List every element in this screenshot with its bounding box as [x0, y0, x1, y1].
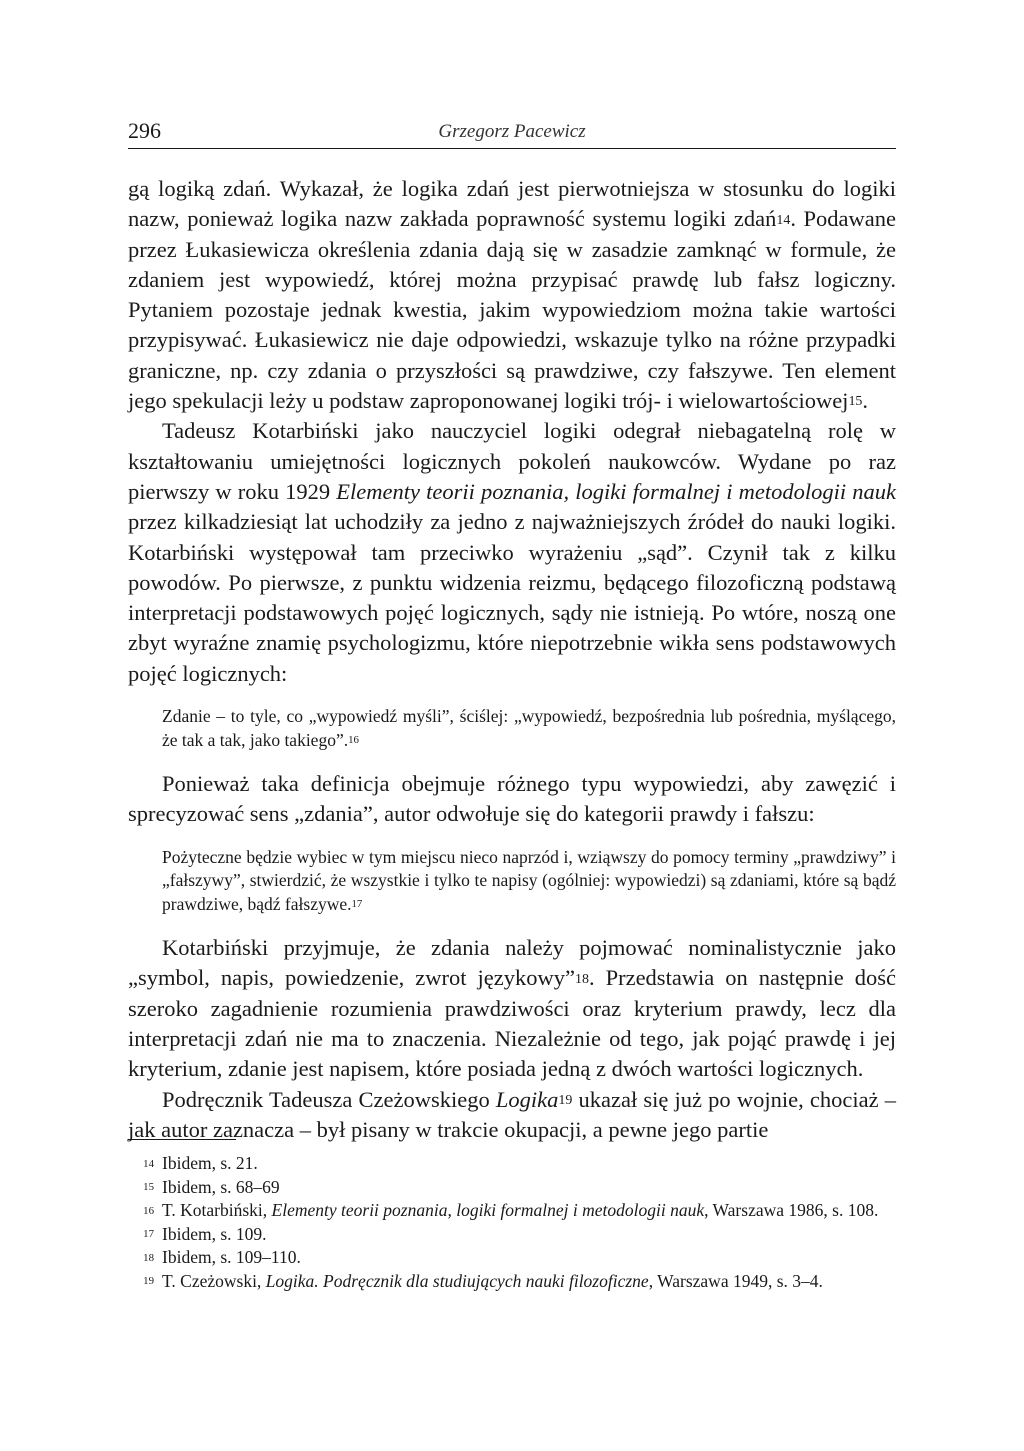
quote-text: Pożyteczne będzie wybiec w tym miejscu nieco naprzód i, wziąwszy do pomocy terminy „prawdziwy” i „fałszywy”, stwierdzić, że wszystkie i tylko te napisy (ogólniej: wypowiedzi) są zdaniami, które są bądź prawdziwe, bądź fałszywe. — [162, 846, 896, 914]
footnote-number: 15 — [143, 1181, 154, 1194]
footnote-number: 14 — [143, 1157, 154, 1170]
quote-text: Zdanie – to tyle, co „wypowiedź myśli”, ściślej: „wypowiedź, bezpośrednia lub pośrednia, myślącego, że tak a tak, jako takiego”. — [162, 706, 896, 750]
footnote-17 — [128, 1223, 896, 1247]
page-header — [128, 118, 896, 149]
footnote-number: 16 — [143, 1204, 154, 1217]
block-quote-1 — [162, 705, 896, 752]
footnote-text: T. Kotarbiński, — [162, 1200, 272, 1220]
footnote-ref-17: 17 — [351, 898, 363, 911]
footnote-14 — [128, 1152, 896, 1176]
footnote-book-title: Elementy teorii poznania, logiki formalnej i metodologii nauk — [271, 1200, 705, 1220]
paragraph-text: gą logiką zdań. Wykazał, że logika zdań jest pierwotniejsza w stosunku do logiki nazw, ponieważ logika nazw zakłada poprawność systemu logiki zdań — [128, 176, 896, 232]
paragraph-1 — [128, 174, 896, 416]
paragraph-text: ukazał się już po wojnie, chociaż – jak autor zaznacza – był pisany w trakcie okupacji, a pewne jego partie — [128, 1086, 896, 1142]
footnote-number: 17 — [143, 1228, 154, 1241]
paragraph-text: Kotarbiński przyjmuje, że zdania należy pojmować nominalistycznie jako „symbol, napis, powiedzenie, zwrot językowy” — [128, 935, 896, 991]
block-quote-2 — [162, 846, 896, 917]
footnote-text: , Warszawa 1986, s. 108. — [704, 1200, 879, 1220]
footnote-text: Ibidem, s. 21. — [162, 1153, 258, 1173]
paragraph-text: . Podawane przez Łukasiewicza określenia zdania dają się w zasadzie zamknąć w formule, że zdaniem jest wypowiedź, której można przypisać prawdę lub fałsz logiczny. Pytaniem pozostaje jednak kwestia, jakim wypowiedziom można takie wartości przypisywać. Łukasiewicz nie daje odpowiedzi, wskazuje tylko na różne przypadki graniczne, np. czy zdania o przyszłości są prawdziwe, czy fałszywe. Ten element jego spekulacji leży u podstaw zaproponowanej logiki trój- i wielowartościowej — [128, 206, 896, 414]
paragraph-text: przez kilkadziesiąt lat uchodziły za jedno z najważniejszych źródeł do nauki logiki. Kotarbiński występował tam przeciwko wyrażeniu „sąd”. Czynił tak z kilku powodów. Po pierwsze, z punktu widzenia reizmu, będącego filozoficzną podstawą interpretacji podstawowych pojęć logicznych, sądy nie istnieją. Po wtóre, noszą one zbyt wyraźne znamię psychologizmu, które niepotrzebnie wikła sens podstawowych pojęć logicznych: — [128, 509, 896, 686]
footnote-text: Ibidem, s. 68–69 — [162, 1176, 280, 1197]
footnote-18 — [128, 1246, 896, 1270]
footnote-ref-19: 19 — [558, 1092, 573, 1108]
footnote-16 — [128, 1199, 896, 1223]
footnote-ref-15: 15 — [848, 394, 863, 410]
footnote-separator — [128, 1139, 236, 1140]
book-title: Logika — [495, 1086, 559, 1112]
footnote-ref-14: 14 — [776, 212, 791, 228]
footnote-text: Ibidem, s. 109. — [162, 1223, 267, 1244]
footnote-ref-18: 18 — [575, 971, 589, 987]
footnote-text: Ibidem, s. 109–110. — [162, 1247, 301, 1267]
paragraph-2 — [128, 416, 896, 689]
footnote-15 — [128, 1176, 896, 1200]
paragraph-text: . — [862, 388, 868, 414]
paragraph-4 — [128, 933, 896, 1084]
footnote-number: 18 — [143, 1251, 154, 1264]
footnote-19 — [128, 1270, 896, 1294]
footnote-ref-16: 16 — [348, 734, 359, 747]
paragraph-text: . Przedstawia on następnie dość szeroko zagadnienie rozumienia prawdziwości oraz kryterium prawdy, lecz dla interpretacji zdań nie ma to znaczenia. Niezależnie od tego, jak pojąć prawdę i jej kryterium, zdanie jest napisem, które posiada jedną z dwóch wartości logicznych. — [128, 965, 896, 1082]
paragraph-text: Ponieważ taka definicja obejmuje różnego typu wypowiedzi, aby zawęzić i sprecyzować sens „zdania”, autor odwołuje się do kategorii prawdy i fałszu: — [128, 771, 896, 827]
running-head: Grzegorz Pacewicz — [438, 121, 586, 142]
page-number: 296 — [128, 118, 161, 143]
footnote-book-title: Logika. Podręcznik dla studiujących nauki filozoficzne — [265, 1270, 649, 1291]
paragraph-3 — [128, 769, 896, 830]
paragraph-text: Podręcznik Tadeusza Czeżowskiego — [162, 1086, 496, 1112]
paragraph-5 — [128, 1085, 896, 1146]
paragraph-text: Tadeusz Kotarbiński jako nauczyciel logiki odegrał niebagatelną rolę w kształtowaniu umiejętności logicznych pokoleń naukowców. Wydane po raz pierwszy w roku 1929 — [128, 418, 896, 504]
footnote-text: , Warszawa 1949, s. 3–4. — [648, 1270, 823, 1291]
footnotes — [128, 1139, 896, 1293]
footnote-number: 19 — [143, 1275, 154, 1288]
main-text — [128, 174, 896, 1145]
footnote-text: T. Czeżowski, — [162, 1270, 266, 1291]
book-title: Elementy teorii poznania, logiki formalnej i metodologii nauk — [336, 478, 897, 504]
